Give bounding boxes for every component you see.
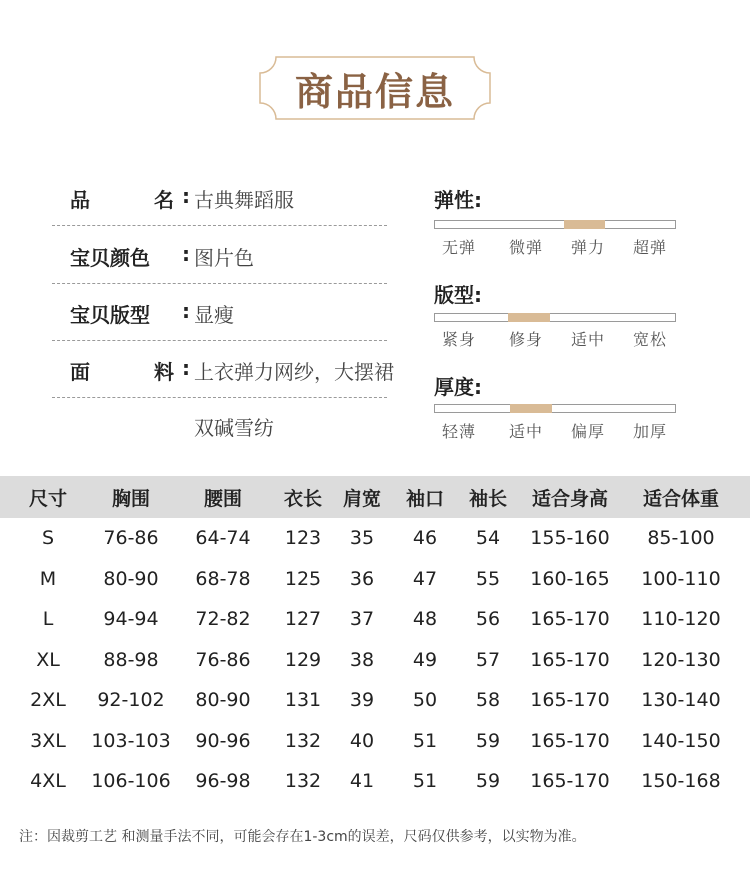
table-cell: 165-170 (530, 729, 610, 752)
table-cell: 106-106 (91, 770, 171, 793)
scale-option: 微弹 (509, 238, 544, 257)
scale-option: 加厚 (633, 422, 668, 441)
header-cell: 肩宽 (342, 487, 381, 510)
info-colon: : (182, 184, 190, 208)
table-cell: 140-150 (641, 729, 721, 752)
info-value: 图片色 (194, 246, 254, 270)
table-cell: 94-94 (103, 608, 159, 631)
info-row-color (52, 226, 387, 284)
table-cell: 130-140 (641, 689, 721, 712)
table-row (0, 559, 750, 600)
table-row (0, 721, 750, 762)
table-cell: 51 (412, 770, 438, 793)
info-colon: : (182, 299, 190, 323)
header-cell: 袖口 (405, 487, 444, 510)
header-cell: 袖长 (468, 487, 507, 510)
table-cell: 35 (349, 527, 375, 550)
info-row-name (52, 168, 387, 226)
header-cell: 衣长 (283, 487, 322, 510)
table-cell: 88-98 (103, 648, 159, 671)
info-label (70, 184, 174, 213)
table-cell: 85-100 (647, 527, 715, 550)
table-cell: 132 (284, 729, 322, 752)
table-cell: 100-110 (641, 567, 721, 590)
header-cell: 胸围 (111, 487, 150, 510)
info-label: 宝贝颜色 (70, 246, 150, 270)
scale-bar-thickness (434, 404, 676, 413)
info-value-continued: 双碱雪纺 (194, 416, 274, 440)
scale-fill (564, 220, 605, 229)
table-cell: 129 (284, 648, 322, 671)
table-cell: 165-170 (530, 648, 610, 671)
info-value: 上衣弹力网纱，大摆裙 (194, 360, 394, 384)
scale-bar-elasticity (434, 220, 676, 229)
table-cell: 58 (475, 689, 501, 712)
table-cell: 59 (475, 770, 501, 793)
table-cell: 40 (349, 729, 375, 752)
info-row-fit (52, 283, 387, 341)
scale-fill (508, 313, 550, 322)
scale-option: 弹力 (571, 238, 606, 257)
table-cell: 3XL (30, 729, 66, 752)
scale-option: 适中 (571, 330, 606, 349)
table-cell: 96-98 (195, 770, 251, 793)
info-label: 宝贝版型 (70, 303, 150, 327)
table-cell: 165-170 (530, 689, 610, 712)
info-label (70, 356, 174, 385)
table-cell: 160-165 (530, 567, 610, 590)
header-cell: 适合体重 (642, 487, 719, 510)
table-cell: L (42, 608, 54, 631)
size-table-header (0, 476, 750, 518)
scale-bar-fit (434, 313, 676, 322)
scale-title-thickness: 厚度: (434, 375, 482, 399)
info-value: 古典舞蹈服 (194, 188, 294, 212)
table-cell: 37 (349, 608, 375, 631)
size-table (0, 476, 750, 802)
header-cell: 适合身高 (531, 487, 608, 510)
scale-labels-elasticity (434, 235, 676, 257)
table-cell: 64-74 (195, 527, 251, 550)
table-cell: 4XL (30, 770, 66, 793)
table-cell: 92-102 (97, 689, 165, 712)
table-cell: 90-96 (195, 729, 251, 752)
table-cell: 39 (349, 689, 375, 712)
table-cell: 41 (349, 770, 375, 793)
table-cell: 2XL (30, 689, 66, 712)
table-cell: 165-170 (530, 770, 610, 793)
header-cell: 腰围 (203, 487, 242, 510)
scale-option: 紧身 (442, 330, 477, 349)
table-cell: 80-90 (195, 689, 251, 712)
table-cell: 155-160 (530, 527, 610, 550)
table-row (0, 761, 750, 802)
table-cell: 57 (475, 648, 501, 671)
table-cell: 131 (284, 689, 322, 712)
scale-labels-fit (434, 327, 676, 349)
info-colon: : (182, 356, 190, 380)
scale-option: 超弹 (633, 238, 668, 257)
size-table-body (0, 518, 750, 802)
table-cell: 50 (412, 689, 438, 712)
scale-option: 宽松 (633, 330, 668, 349)
disclaimer-note: 注：因裁剪工艺 和测量手法不同，可能会存在1-3cm的误差，尺码仅供参考，以实物为准。 (19, 829, 586, 845)
divider (52, 397, 387, 398)
table-cell: 55 (475, 567, 501, 590)
page-title: 商品信息 (294, 68, 455, 114)
table-cell: 120-130 (641, 648, 721, 671)
table-cell: 76-86 (103, 527, 159, 550)
table-cell: 51 (412, 729, 438, 752)
info-label-text: 品 (70, 188, 90, 212)
table-cell: 48 (412, 608, 438, 631)
scale-title-fit: 版型: (434, 283, 482, 307)
table-cell: 150-168 (641, 770, 721, 793)
info-label-text: 名 (154, 188, 174, 212)
table-cell: 72-82 (195, 608, 251, 631)
table-cell: XL (36, 648, 60, 671)
table-cell: 165-170 (530, 608, 610, 631)
scale-title-elasticity: 弹性: (434, 188, 482, 212)
table-cell: 110-120 (641, 608, 721, 631)
table-row (0, 518, 750, 559)
table-cell: 46 (412, 527, 438, 550)
table-cell: 54 (475, 527, 501, 550)
info-label-text: 面 (70, 360, 90, 384)
table-cell: 56 (475, 608, 501, 631)
table-cell: 36 (349, 567, 375, 590)
table-row (0, 599, 750, 640)
table-cell: 38 (349, 648, 375, 671)
table-row (0, 640, 750, 681)
info-label-text: 料 (154, 360, 174, 384)
table-cell: 76-86 (195, 648, 251, 671)
table-cell: 103-103 (91, 729, 171, 752)
table-row (0, 680, 750, 721)
table-cell: 59 (475, 729, 501, 752)
table-cell: M (39, 567, 57, 590)
header-cell: 尺寸 (28, 487, 67, 510)
scale-option: 修身 (509, 330, 544, 349)
info-row-fabric (52, 340, 394, 398)
info-value: 显瘦 (194, 303, 234, 327)
table-cell: 68-78 (195, 567, 251, 590)
table-cell: 47 (412, 567, 438, 590)
table-cell: 125 (284, 567, 322, 590)
scale-labels-thickness (434, 419, 676, 441)
scale-option: 无弹 (442, 238, 477, 257)
scale-option: 适中 (509, 422, 544, 441)
info-colon: : (182, 242, 190, 266)
table-cell: 80-90 (103, 567, 159, 590)
scale-option: 偏厚 (571, 422, 606, 441)
table-cell: S (41, 527, 55, 550)
table-cell: 132 (284, 770, 322, 793)
table-cell: 127 (284, 608, 322, 631)
table-cell: 123 (284, 527, 322, 550)
table-cell: 49 (412, 648, 438, 671)
title-badge (258, 55, 492, 121)
scale-option: 轻薄 (442, 422, 477, 441)
scale-fill (510, 404, 552, 413)
